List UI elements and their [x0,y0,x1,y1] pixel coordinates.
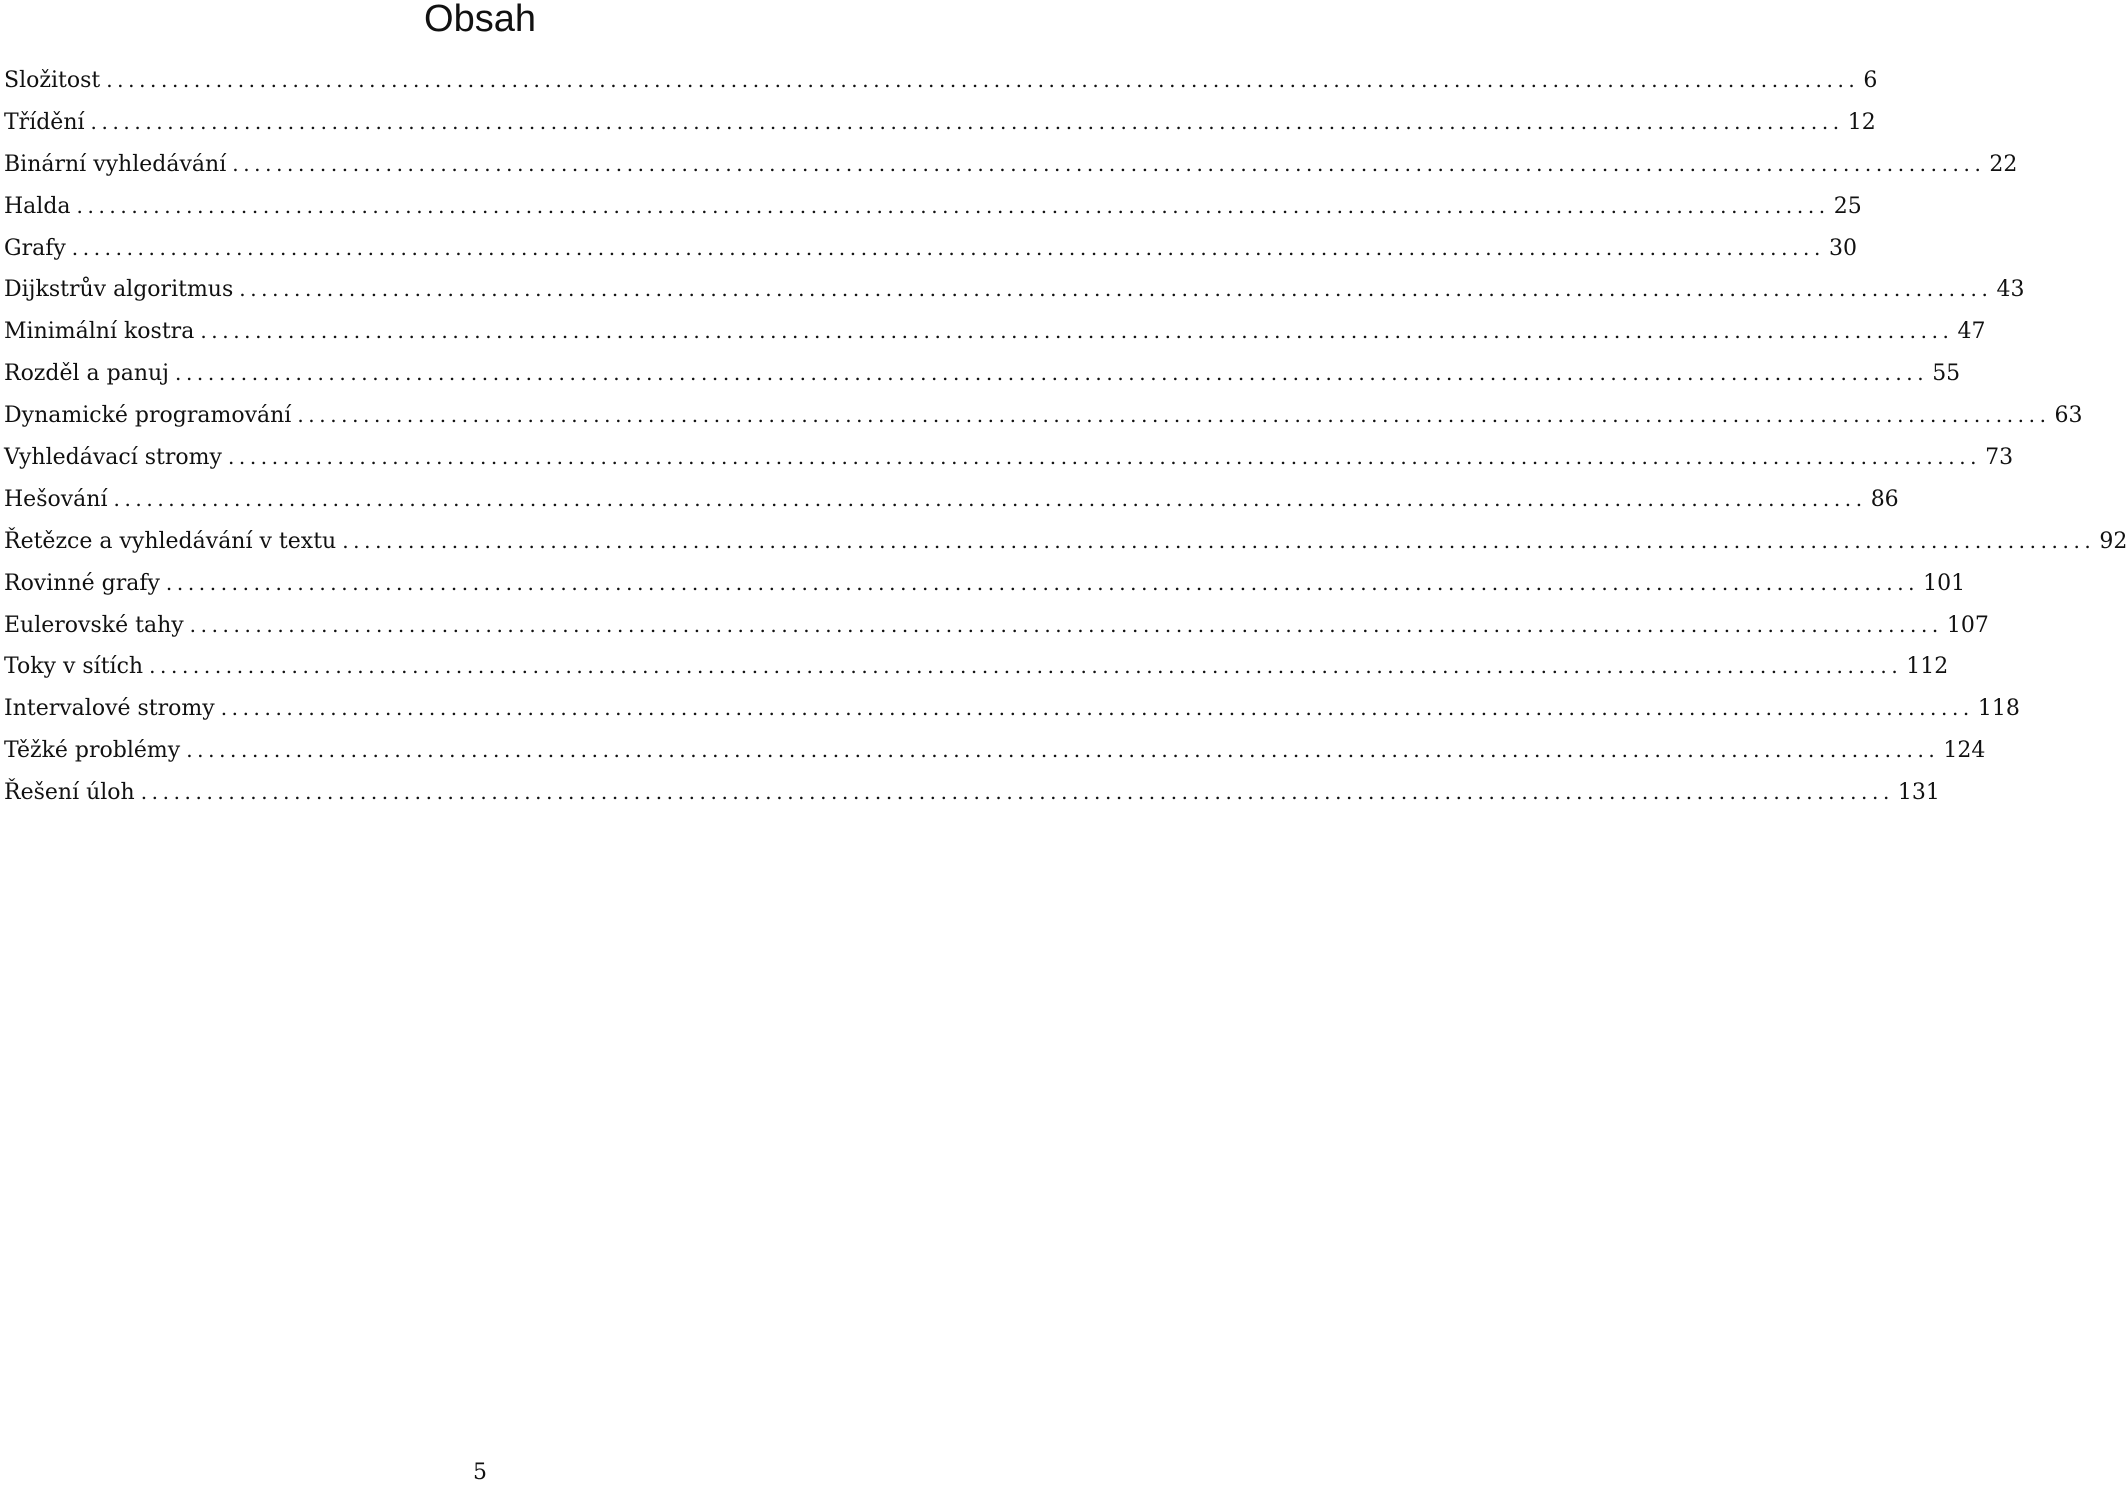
toc-dot-leader: ................................................................................................................................................................ [342,528,2096,553]
toc-entry[interactable] [4,605,1989,647]
toc-dot-leader: ................................................................................................................................................................ [71,235,1825,260]
toc-entry-page: 55 [1932,361,1961,387]
toc-entry[interactable] [4,772,1940,814]
toc-dot-leader: ................................................................................................................................................................ [297,403,2051,428]
toc-dot-leader: ................................................................................................................................................................ [200,319,1954,344]
toc-entry-page: 6 [1863,68,1878,93]
toc-entry-page: 22 [1989,151,2018,177]
toc-dot-leader: ................................................................................................................................................................ [232,151,1986,176]
toc-entry-page: 12 [1847,109,1876,135]
toc-entry[interactable] [4,479,1899,521]
toc-entry-page: 124 [1943,738,1986,764]
toc-entry-page: 30 [1828,235,1857,261]
toc-entry[interactable] [4,228,1857,270]
toc-entry-title: Řetězce a vyhledávání v textu [4,528,337,554]
toc-dot-leader: ................................................................................................................................................................ [113,486,1867,511]
toc-entry-title: Složitost [4,68,101,93]
toc-entry-title: Intervalové stromy [4,696,215,722]
toc-entry-title: Dynamické programování [4,403,292,429]
toc-entry-page: 73 [1985,445,2014,471]
toc-entry-page: 25 [1833,193,1862,219]
toc-entry-page: 63 [2054,403,2083,429]
toc-entry[interactable] [4,311,1986,353]
toc-dot-leader: ................................................................................................................................................................ [76,193,1830,218]
toc-entry[interactable] [4,186,1862,228]
toc-entry-page: 92 [2099,528,2127,554]
toc-entry-page: 112 [1906,654,1949,680]
toc-entry-title: Těžké problémy [4,738,181,764]
toc-entry-page: 118 [1977,696,2020,722]
page-title: Obsah [424,0,536,40]
toc-entry[interactable] [4,395,2083,437]
toc-dot-leader: ................................................................................................................................................................ [227,445,1982,470]
toc-entry[interactable] [4,269,2025,311]
toc-entry[interactable] [4,437,2014,479]
toc-entry-page: 43 [1996,277,2025,303]
page-number: 5 [473,1460,487,1485]
toc-entry-title: Grafy [4,235,66,261]
toc-entry-title: Binární vyhledávání [4,151,227,177]
toc-entry-title: Hešování [4,486,108,512]
table-of-contents [4,60,2127,814]
toc-entry-page: 131 [1897,780,1940,806]
toc-entry-title: Minimální kostra [4,319,195,345]
toc-dot-leader: ................................................................................................................................................................ [186,738,1940,763]
toc-entry-title: Toky v sítích [4,654,144,680]
toc-entry[interactable] [4,688,2020,730]
toc-dot-leader: ................................................................................................................................................................ [239,277,1993,302]
toc-dot-leader: ................................................................................................................................................................ [140,780,1894,805]
toc-entry-page: 86 [1870,486,1899,512]
toc-entry-title: Halda [4,193,71,219]
toc-entry-title: Třídění [4,109,85,135]
toc-entry[interactable] [4,521,2127,563]
toc-entry[interactable] [4,646,1949,688]
toc-dot-leader: ................................................................................................................................................................ [220,696,1974,721]
toc-entry-title: Dijkstrův algoritmus [4,277,234,303]
toc-entry[interactable] [4,730,1986,772]
toc-dot-leader: ................................................................................................................................................................ [189,612,1943,637]
toc-entry[interactable] [4,563,1966,605]
toc-entry-title: Eulerovské tahy [4,612,184,638]
toc-entry-title: Rozděl a panuj [4,361,169,387]
toc-entry[interactable] [4,353,1961,395]
toc-entry[interactable] [4,60,1878,102]
toc-entry-title: Vyhledávací stromy [4,445,222,471]
toc-entry-title: Řešení úloh [4,780,135,806]
toc-entry-page: 107 [1946,612,1989,638]
toc-entry[interactable] [4,144,2018,186]
toc-dot-leader: ................................................................................................................................................................ [149,654,1903,679]
toc-dot-leader: ................................................................................................................................................................ [165,570,1920,595]
toc-dot-leader: ................................................................................................................................................................ [90,109,1844,134]
toc-entry-page: 47 [1957,319,1986,345]
toc-entry[interactable] [4,102,1876,144]
toc-entry-title: Rovinné grafy [4,570,160,596]
toc-dot-leader: ................................................................................................................................................................ [106,68,1860,92]
toc-entry-page: 101 [1923,570,1966,596]
toc-dot-leader: ................................................................................................................................................................ [175,361,1929,386]
